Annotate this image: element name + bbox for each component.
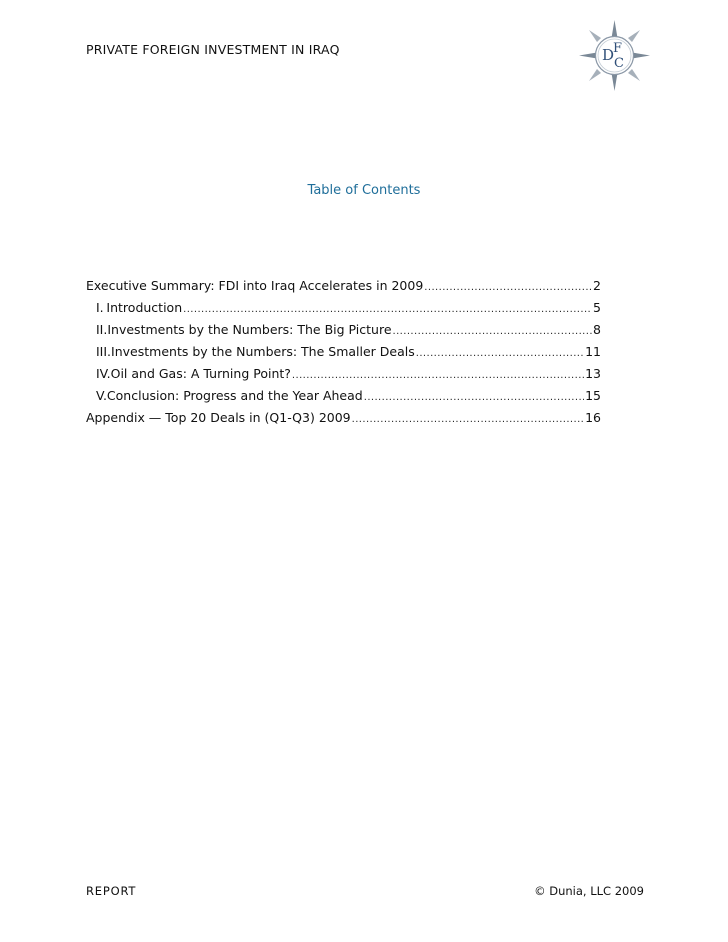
toc-entry-page: 2: [593, 278, 601, 293]
footer-copyright: © Dunia, LLC 2009: [534, 884, 644, 898]
toc-heading: Table of Contents: [307, 183, 421, 198]
toc-dot-leader: [183, 299, 592, 321]
toc-entry-conclusion[interactable]: [86, 385, 601, 407]
toc-entry-label: Appendix — Top 20 Deals in (Q1-Q3) 2009: [86, 410, 351, 425]
toc-entry-number: I.: [96, 300, 104, 315]
toc-entry-oil-and-gas[interactable]: [86, 363, 601, 385]
toc-dot-leader: [292, 365, 584, 387]
toc-entry-page: 13: [585, 366, 601, 381]
toc-entry-page: 16: [585, 410, 601, 425]
compass-rose-icon: [577, 18, 652, 93]
svg-text:D: D: [602, 46, 615, 64]
toc-entry-number: III.: [96, 344, 112, 359]
toc-entry-introduction[interactable]: [86, 297, 601, 319]
toc-entry-label: Executive Summary: FDI into Iraq Accelerates in 2009: [86, 278, 424, 293]
toc-entry-number: II.: [96, 322, 108, 337]
svg-text:C: C: [614, 56, 624, 71]
toc-entry-big-picture[interactable]: [86, 319, 601, 341]
toc-entry-appendix[interactable]: [86, 407, 601, 429]
toc-entry-label: Investments by the Numbers: The Big Picture: [107, 322, 392, 337]
toc-list: [86, 275, 601, 429]
svg-text:F: F: [613, 41, 623, 56]
toc-entry-page: 11: [585, 344, 601, 359]
toc-entry-page: 5: [593, 300, 601, 315]
toc-dot-leader: [393, 321, 593, 343]
toc-entry-label: Oil and Gas: A Turning Point?: [110, 366, 291, 381]
toc-dot-leader: [364, 387, 584, 409]
toc-dot-leader: [352, 409, 584, 431]
toc-entry-page: 8: [593, 322, 601, 337]
toc-entry-label: Introduction: [106, 300, 183, 315]
toc-entry-number: IV.: [96, 366, 111, 381]
toc-dot-leader: [424, 277, 592, 299]
toc-entry-number: V.: [96, 388, 107, 403]
running-header-title: PRIVATE FOREIGN INVESTMENT IN IRAQ: [86, 42, 340, 57]
dfc-compass-logo: [577, 18, 652, 93]
toc-entry-label: Conclusion: Progress and the Year Ahead: [106, 388, 363, 403]
toc-entry-executive-summary[interactable]: [86, 275, 601, 297]
toc-dot-leader: [416, 343, 584, 365]
toc-entry-label: Investments by the Numbers: The Smaller Deals: [111, 344, 415, 359]
toc-entry-page: 15: [585, 388, 601, 403]
toc-entry-smaller-deals[interactable]: [86, 341, 601, 363]
footer-label: REPORT: [86, 884, 137, 898]
